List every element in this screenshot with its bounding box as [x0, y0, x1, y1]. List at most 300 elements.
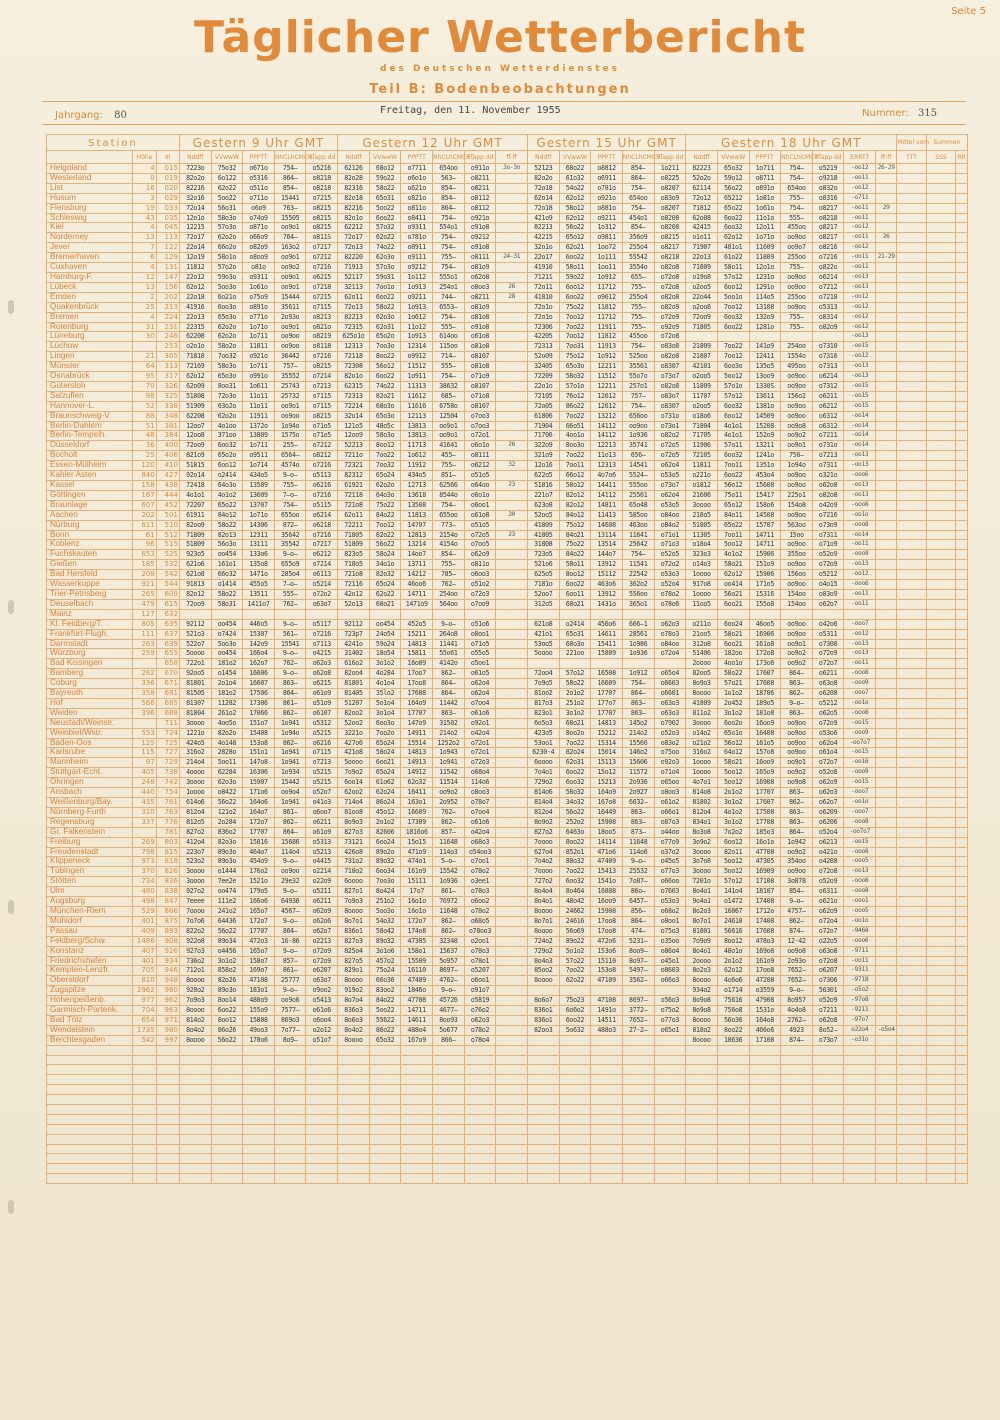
empty-cell: [956, 1095, 968, 1105]
column-subheader: TTapp dd: [654, 151, 686, 164]
obs-12-value: 11616: [401, 401, 433, 411]
obs-18-value: [876, 738, 897, 748]
station-name: Weißenburg/Bay.: [47, 798, 133, 808]
obs-9-value: 82o26: [211, 976, 243, 986]
summary-value: [897, 738, 927, 748]
empty-cell: [464, 1045, 496, 1055]
station-number: 962: [156, 996, 179, 1006]
obs-9-value: 862—: [274, 817, 306, 827]
obs-15-value: 84o21: [559, 530, 591, 540]
obs-18-value: [876, 342, 897, 352]
obs-9-value: o71o5: [306, 421, 338, 431]
obs-12-value: 89o2o: [369, 847, 401, 857]
obs-9-value: o5113: [306, 471, 338, 481]
obs-9-value: 62o22: [211, 183, 243, 193]
obs-18-value: o52o9: [812, 550, 844, 560]
obs-18-value: 5oo12: [717, 372, 749, 382]
obs-15-value: 585oo: [622, 510, 654, 520]
obs-9-value: o4215: [306, 649, 338, 659]
obs-15-value: o6911: [591, 173, 623, 183]
obs-12-value: o8211: [464, 183, 496, 193]
obs-9-value: 754—: [274, 164, 306, 174]
empty-cell: [926, 1134, 956, 1144]
empty-cell: [401, 1075, 433, 1085]
empty-cell: [622, 1055, 654, 1065]
obs-12-value: 3o1o4: [369, 708, 401, 718]
summary-value: [926, 718, 956, 728]
obs-9-value: o5313: [306, 837, 338, 847]
obs-12-value: 744—: [433, 292, 465, 302]
station-row: [47, 738, 968, 748]
summary-value: [897, 520, 927, 530]
obs-12-value: [496, 173, 528, 183]
obs-18-value: 57o12: [717, 272, 749, 282]
empty-cell: [654, 1114, 686, 1124]
empty-cell: [622, 1065, 654, 1075]
obs-18-value: 654oo: [781, 183, 813, 193]
obs-18-value: -oo1o: [844, 510, 876, 520]
obs-15-value: 11812: [591, 302, 623, 312]
obs-15-value: 22o17: [527, 253, 559, 263]
obs-9-value: 722o1: [179, 659, 211, 669]
obs-18-value: o72o9: [812, 560, 844, 570]
station-height: 611: [133, 520, 156, 530]
obs-15-value: 3o1o2: [559, 708, 591, 718]
obs-18-value: [876, 599, 897, 609]
obs-9-value: o8218: [306, 173, 338, 183]
empty-row: [47, 1095, 968, 1105]
station-name: Augsburg: [47, 897, 133, 907]
obs-12-value: [496, 768, 528, 778]
obs-15-value: o56o3: [654, 996, 686, 1006]
column-subheader: TTapp dd: [306, 151, 338, 164]
empty-cell: [844, 1114, 876, 1124]
empty-cell: [401, 1124, 433, 1134]
obs-12-value: [496, 996, 528, 1006]
obs-12-value: 72o13: [338, 243, 370, 253]
obs-12-value: o921o: [464, 213, 496, 223]
obs-9-value: 4574o: [274, 461, 306, 471]
obs-15-value: 8oo9—: [622, 946, 654, 956]
obs-18-value: 14711: [749, 540, 781, 550]
obs-12-value: 264o8: [433, 629, 465, 639]
obs-12-value: [496, 897, 528, 907]
summary-value: [897, 926, 927, 936]
obs-9-value: o771o: [243, 312, 275, 322]
obs-15-value: 7181o: [527, 580, 559, 590]
station-number: 632: [156, 609, 179, 619]
obs-18-value: 862—: [781, 689, 813, 699]
summary-value: [926, 401, 956, 411]
empty-cell: [876, 1124, 897, 1134]
empty-cell: [179, 1174, 211, 1184]
obs-15-value: o52o4: [654, 580, 686, 590]
obs-12-value: 158o1: [401, 946, 433, 956]
station-row: [47, 906, 968, 916]
obs-12-value: 7oo32: [369, 461, 401, 471]
obs-12-value: 854—: [433, 183, 465, 193]
obs-15-value: 53oo5: [527, 639, 559, 649]
obs-12-value: 12713: [401, 481, 433, 491]
obs-18-value: 42415: [686, 223, 718, 233]
summary-value: [956, 897, 968, 907]
obs-15-value: o8215: [654, 233, 686, 243]
empty-cell: [274, 1144, 306, 1154]
obs-12-value: 62566: [433, 481, 465, 491]
obs-18-value: [876, 421, 897, 431]
summary-value: [956, 401, 968, 411]
summary-value: [956, 718, 968, 728]
obs-15-value: 52oo5: [527, 510, 559, 520]
obs-12-value: o8211: [464, 292, 496, 302]
obs-18-value: [717, 332, 749, 342]
empty-cell: [47, 1174, 133, 1184]
summary-value: [926, 609, 956, 619]
obs-15-value: 1o111: [591, 253, 623, 263]
station-row: [47, 203, 968, 213]
summary-value: [897, 619, 927, 629]
obs-18-value: 157o8: [749, 748, 781, 758]
obs-9-value: oo9o4: [274, 788, 306, 798]
column-subheader: TTapp dd: [812, 151, 844, 164]
obs-18-value: o421o: [812, 847, 844, 857]
obs-9-value: 7eeee: [179, 897, 211, 907]
empty-cell: [433, 1065, 465, 1075]
obs-18-value: -9211: [844, 1006, 876, 1016]
obs-18-value: 8o2o3: [686, 966, 718, 976]
empty-cell: [179, 1114, 211, 1124]
obs-9-value: o2414: [211, 471, 243, 481]
obs-9-value: o5211: [306, 887, 338, 897]
obs-15-value: 81oo2: [527, 689, 559, 699]
station-height: 840: [133, 471, 156, 481]
obs-18-value: 481o1: [717, 243, 749, 253]
obs-15-value: 1o912: [622, 669, 654, 679]
obs-18-value: 42101: [686, 362, 718, 372]
station-height: 498: [133, 897, 156, 907]
obs-12-value: o8oo3: [464, 788, 496, 798]
station-name: Freudenstadt: [47, 847, 133, 857]
obs-12-value: 15514: [401, 738, 433, 748]
summary-value: [956, 966, 968, 976]
obs-18-value: 2o1o2: [717, 788, 749, 798]
obs-18-value: 11811: [686, 461, 718, 471]
empty-cell: [156, 1134, 179, 1144]
summary-value: [956, 481, 968, 491]
obs-18-value: 75616: [717, 996, 749, 1006]
empty-cell: [812, 1124, 844, 1134]
obs-18-value: [686, 609, 718, 619]
obs-9-value: 72169: [179, 362, 211, 372]
obs-15-value: 8o4o4: [527, 887, 559, 897]
empty-cell: [274, 1164, 306, 1174]
obs-9-value: 56o3o: [211, 540, 243, 550]
obs-9-value: [179, 609, 211, 619]
empty-cell: [559, 1134, 591, 1144]
obs-18-value: 2oooo: [686, 659, 718, 669]
obs-12-value: o6oo3: [464, 570, 496, 580]
empty-cell: [369, 1075, 401, 1085]
obs-9-value: 923o5: [179, 550, 211, 560]
summary-value: [926, 391, 956, 401]
summary-value: [956, 609, 968, 619]
empty-cell: [527, 1174, 559, 1184]
obs-12-value: 15211: [401, 629, 433, 639]
obs-12-value: 45o12: [369, 807, 401, 817]
obs-12-value: 434o5: [401, 471, 433, 481]
station-name: Osnabrück: [47, 372, 133, 382]
empty-cell: [464, 1075, 496, 1085]
obs-9-value: 61911: [179, 510, 211, 520]
station-number: 501: [156, 510, 179, 520]
empty-cell: [133, 1114, 156, 1124]
obs-18-value: 6oo32: [717, 223, 749, 233]
obs-18-value: 47908: [749, 996, 781, 1006]
obs-12-value: 15637: [433, 946, 465, 956]
station-height: 7: [133, 243, 156, 253]
obs-18-value: -97o7: [844, 1015, 876, 1025]
obs-18-value: o52o9: [812, 877, 844, 887]
obs-9-value: 864—: [274, 926, 306, 936]
obs-9-value: oo9oo: [274, 332, 306, 342]
obs-18-value: -9718: [844, 976, 876, 986]
obs-15-value: 57o22: [559, 956, 591, 966]
obs-9-value: 555—: [274, 589, 306, 599]
obs-15-value: 7oo22: [559, 867, 591, 877]
obs-15-value: 814o6: [527, 788, 559, 798]
station-name: Trier-Petrisberg: [47, 589, 133, 599]
obs-12-value: 773—: [433, 520, 465, 530]
summary-value: [956, 431, 968, 441]
obs-18-value: 13108: [749, 302, 781, 312]
station-number: 711: [156, 718, 179, 728]
obs-12-value: 74o22: [369, 381, 401, 391]
obs-9-value: 22o13: [179, 312, 211, 322]
obs-15-value: 15314: [591, 738, 623, 748]
summary-value: [926, 540, 956, 550]
summary-value: [926, 589, 956, 599]
empty-cell: [591, 1164, 623, 1174]
empty-cell: [496, 1114, 528, 1124]
obs-9-value: 523o2: [179, 857, 211, 867]
obs-15-value: o72o4: [654, 649, 686, 659]
obs-12-value: o8211: [464, 173, 496, 183]
obs-18-value: -oo15: [844, 342, 876, 352]
empty-cell: [527, 1154, 559, 1164]
obs-18-value: 8o957: [781, 996, 813, 1006]
empty-cell: [433, 1124, 465, 1134]
obs-18-value: 6oo24: [717, 619, 749, 629]
station-name: Wendelstein: [47, 1025, 133, 1035]
summary-value: [897, 322, 927, 332]
obs-18-value: 3oooo: [686, 867, 718, 877]
obs-9-value: 165o7: [243, 906, 275, 916]
obs-9-value: 91813: [179, 580, 211, 590]
empty-cell: [338, 1154, 370, 1164]
obs-18-value: 71812: [686, 203, 718, 213]
obs-18-value: 65o32: [717, 164, 749, 174]
summary-value: [956, 213, 968, 223]
summary-value: [897, 253, 927, 263]
empty-cell: [622, 1144, 654, 1154]
summary-value: [956, 530, 968, 540]
obs-15-value: 15566: [622, 738, 654, 748]
obs-18-value: -o5o4: [876, 1025, 897, 1035]
obs-18-value: -oo13: [844, 332, 876, 342]
station-number: 997: [156, 1035, 179, 1045]
station-height: 88: [133, 411, 156, 421]
empty-cell: [369, 1174, 401, 1184]
empty-cell: [956, 1154, 968, 1164]
summary-value: [897, 510, 927, 520]
obs-15-value: o6601: [654, 689, 686, 699]
obs-18-value: 57o1o: [717, 381, 749, 391]
summary-value: [897, 1015, 927, 1025]
obs-12-value: o5819: [464, 996, 496, 1006]
obs-12-value: 32: [496, 461, 528, 471]
obs-9-value: o72o9: [306, 946, 338, 956]
obs-15-value: 35561: [622, 362, 654, 372]
empty-cell: [654, 1075, 686, 1085]
obs-12-value: [496, 659, 528, 669]
summary-value: [956, 322, 968, 332]
empty-cell: [717, 1105, 749, 1115]
empty-cell: [844, 1085, 876, 1095]
empty-cell: [401, 1085, 433, 1095]
station-row: [47, 946, 968, 956]
empty-cell: [591, 1144, 623, 1154]
obs-12-value: [496, 302, 528, 312]
obs-15-value: [527, 659, 559, 669]
obs-9-value: 65o22: [211, 500, 243, 510]
obs-9-value: 111e2: [211, 897, 243, 907]
summary-value: [926, 510, 956, 520]
obs-9-value: o7115: [306, 748, 338, 758]
obs-18-value: oo9oo: [781, 381, 813, 391]
obs-12-value: o81o8: [464, 312, 496, 322]
obs-15-value: 7oo11: [559, 461, 591, 471]
obs-9-value: 81801: [179, 679, 211, 689]
obs-15-value: 89o22: [559, 936, 591, 946]
obs-18-value: 22o13: [686, 253, 718, 263]
obs-12-value: o51o2: [464, 580, 496, 590]
obs-12-value: 864—: [433, 679, 465, 689]
empty-cell: [211, 1174, 243, 1184]
obs-15-value: o6603: [654, 679, 686, 689]
empty-cell: [156, 1154, 179, 1164]
obs-18-value: 172o8: [749, 649, 781, 659]
obs-18-value: oo414: [717, 580, 749, 590]
obs-12-value: 1816o6: [401, 827, 433, 837]
empty-cell: [338, 1164, 370, 1174]
obs-15-value: o8307: [654, 401, 686, 411]
obs-12-value: 32o14: [338, 411, 370, 421]
obs-9-value: o511o: [243, 183, 275, 193]
station-name: Öhringen: [47, 778, 133, 788]
obs-9-value: 621o8: [179, 570, 211, 580]
summary-value: [926, 520, 956, 530]
obs-12-value: 52oo2: [338, 718, 370, 728]
obs-18-value: o5219: [812, 164, 844, 174]
obs-9-value: oo454: [211, 619, 243, 629]
empty-cell: [369, 1164, 401, 1174]
obs-9-value: [306, 609, 338, 619]
empty-cell: [844, 1134, 876, 1144]
empty-cell: [274, 1114, 306, 1124]
nummer: [862, 108, 937, 119]
obs-12-value: 564oo: [433, 599, 465, 609]
obs-15-value: [622, 659, 654, 669]
station-row: [47, 233, 968, 243]
obs-9-value: 166o6: [243, 897, 275, 907]
obs-12-value: o8107: [464, 401, 496, 411]
station-height: 529: [133, 906, 156, 916]
station-name: Lüneburg: [47, 332, 133, 342]
obs-18-value: 3o1o2: [717, 708, 749, 718]
obs-18-value: 72oo9: [686, 312, 718, 322]
obs-12-value: o8111: [464, 451, 496, 461]
station-number: 637: [156, 629, 179, 639]
empty-cell: [876, 1085, 897, 1095]
obs-15-value: 17oo8: [591, 916, 623, 926]
obs-9-value: 814o2: [179, 1015, 211, 1025]
obs-18-value: o6206: [812, 817, 844, 827]
obs-12-value: 16o1o: [401, 897, 433, 907]
obs-18-value: 12o11: [749, 223, 781, 233]
obs-18-value: oo9oo: [781, 619, 813, 629]
obs-15-value: 22542: [622, 570, 654, 580]
summary-value: [926, 926, 956, 936]
obs-9-value: 857—: [274, 956, 306, 966]
station-row: [47, 847, 968, 857]
obs-18-value: 1o1o2: [717, 689, 749, 699]
obs-9-value: 472o3: [243, 936, 275, 946]
empty-row: [47, 1105, 968, 1115]
obs-15-value: 11812: [591, 332, 623, 342]
summary-value: [926, 1015, 956, 1025]
empty-cell: [369, 1095, 401, 1105]
station-row: [47, 718, 968, 728]
station-height: 409: [133, 926, 156, 936]
summary-value: [956, 471, 968, 481]
obs-18-value: 755—: [781, 312, 813, 322]
summary-value: [926, 372, 956, 382]
obs-15-value: 817o3: [527, 698, 559, 708]
empty-cell: [464, 1114, 496, 1124]
obs-12-value: 114o3: [433, 847, 465, 857]
obs-18-value: 17408: [749, 916, 781, 926]
summary-value: [956, 837, 968, 847]
empty-cell: [812, 1075, 844, 1085]
station-height: 440: [133, 788, 156, 798]
obs-9-value: o4415: [306, 857, 338, 867]
empty-cell: [211, 1055, 243, 1065]
obs-15-value: 82213: [527, 223, 559, 233]
obs-15-value: 255o4: [622, 292, 654, 302]
obs-9-value: 3o1o2: [211, 956, 243, 966]
obs-9-value: 15907: [243, 778, 275, 788]
obs-12-value: 11o12: [401, 322, 433, 332]
empty-cell: [622, 1154, 654, 1164]
obs-12-value: 167o9: [401, 1035, 433, 1045]
station-name: Regensburg: [47, 817, 133, 827]
summary-value: [956, 560, 968, 570]
obs-18-value: o72o4: [812, 916, 844, 926]
empty-cell: [243, 1144, 275, 1154]
obs-12-value: 121o5: [338, 421, 370, 431]
obs-15-value: 6457—: [622, 897, 654, 907]
obs-15-value: o9811: [591, 233, 623, 243]
